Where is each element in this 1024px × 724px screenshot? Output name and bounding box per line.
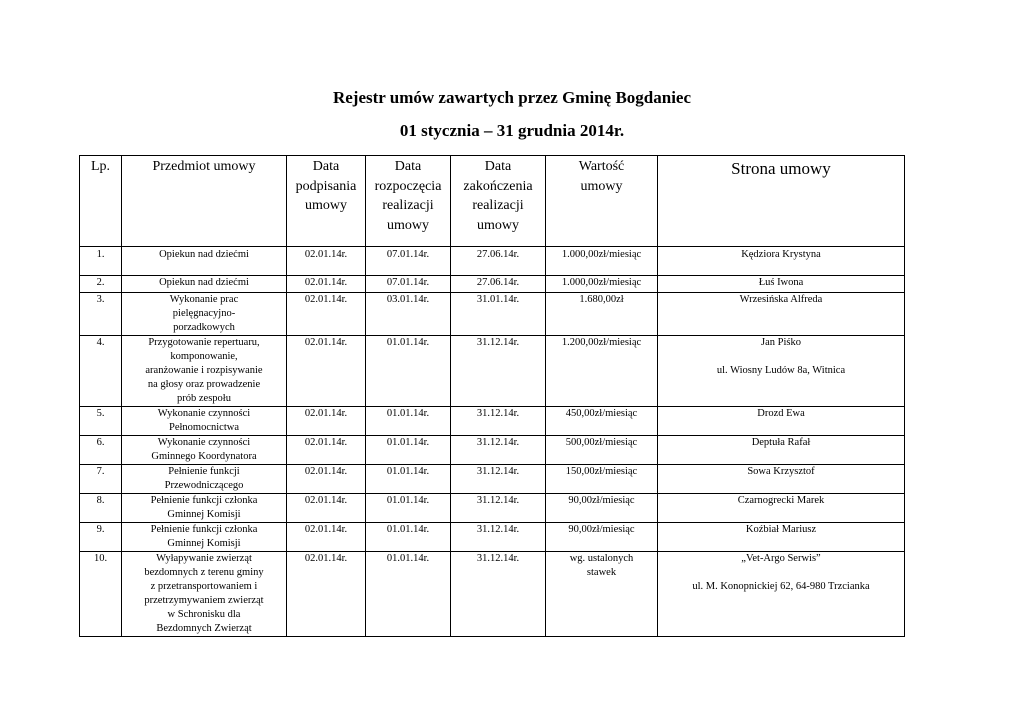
cell-data-rozpoczecia: 01.01.14r.	[366, 523, 451, 552]
cell-line: komponowanie,	[170, 351, 238, 362]
cell-data-zakonczenia: 31.12.14r.	[451, 494, 546, 523]
header-lp	[80, 156, 122, 247]
cell-data-zakonczenia: 27.06.14r.	[451, 276, 546, 293]
cell-line: Bezdomnych Zwierząt	[156, 623, 252, 634]
cell-line: 90,00zł/miesiąc	[568, 495, 635, 506]
cell-strona	[658, 336, 905, 407]
line-gap	[660, 566, 902, 580]
cell-line: wg. ustalonych	[569, 553, 634, 564]
cell-strona	[658, 247, 905, 276]
cell-lp: 5.	[80, 407, 122, 436]
cell-line: 1.680,00zł	[579, 294, 624, 305]
header-wartosc	[546, 156, 658, 247]
cell-data-rozpoczecia: 01.01.14r.	[366, 552, 451, 637]
cell-data-zakonczenia: 31.12.14r.	[451, 552, 546, 637]
cell-line: Wykonanie czynności	[157, 408, 251, 419]
cell-data-zakonczenia: 31.12.14r.	[451, 465, 546, 494]
cell-strona	[658, 465, 905, 494]
cell-data-rozpoczecia: 03.01.14r.	[366, 293, 451, 336]
cell-strona	[658, 523, 905, 552]
table-row	[80, 407, 905, 436]
cell-line: Wrzesińska Alfreda	[739, 294, 823, 305]
line-gap	[660, 350, 902, 364]
cell-wartosc	[546, 552, 658, 637]
cell-strona	[658, 436, 905, 465]
cell-line: w Schronisku dla	[167, 609, 241, 620]
header-data-podpisania	[287, 156, 366, 247]
cell-line: na głosy oraz prowadzenie	[147, 379, 261, 390]
cell-line: Pełnienie funkcji	[168, 466, 240, 477]
cell-data-rozpoczecia: 07.01.14r.	[366, 276, 451, 293]
table-row	[80, 293, 905, 336]
header-line: Data	[312, 159, 340, 174]
cell-line: 1.000,00zł/miesiąc	[561, 249, 642, 260]
cell-lp: 8.	[80, 494, 122, 523]
cell-strona	[658, 276, 905, 293]
contracts-table	[79, 155, 905, 637]
cell-line: Przewodniczącego	[164, 480, 244, 491]
cell-strona	[658, 552, 905, 637]
cell-wartosc	[546, 523, 658, 552]
cell-data-podpisania: 02.01.14r.	[287, 494, 366, 523]
cell-line: 450,00zł/miesiąc	[565, 408, 638, 419]
cell-wartosc	[546, 247, 658, 276]
cell-lp: 6.	[80, 436, 122, 465]
table-row	[80, 436, 905, 465]
header-line: Wartość	[578, 159, 625, 174]
header-line: Lp.	[90, 159, 111, 174]
cell-line: Kędziora Krystyna	[741, 249, 821, 260]
header-strona	[658, 156, 905, 247]
cell-line: 500,00zł/miesiąc	[565, 437, 638, 448]
header-line: rozpoczęcia	[374, 178, 442, 194]
cell-lp: 10.	[80, 552, 122, 637]
cell-line: Drozd Ewa	[757, 408, 805, 419]
cell-przedmiot	[122, 407, 287, 436]
cell-line: Wykonanie prac	[169, 294, 239, 305]
header-line: umowy	[387, 217, 429, 233]
cell-lp: 3.	[80, 293, 122, 336]
table-header-row	[80, 156, 905, 247]
table-row	[80, 465, 905, 494]
header-line: Data	[394, 159, 422, 174]
header-line: umowy	[305, 198, 347, 213]
cell-line: Czarnogrecki Marek	[737, 495, 825, 506]
cell-lp: 9.	[80, 523, 122, 552]
cell-data-podpisania: 02.01.14r.	[287, 552, 366, 637]
cell-line: porzadkowych	[173, 322, 235, 333]
header-line: podpisania	[295, 178, 357, 194]
cell-data-zakonczenia: 27.06.14r.	[451, 247, 546, 276]
document-subtitle: 01 stycznia – 31 grudnia 2014r.	[399, 121, 625, 140]
cell-wartosc	[546, 336, 658, 407]
cell-line: Wyłapywanie zwierząt	[156, 553, 252, 564]
cell-wartosc	[546, 436, 658, 465]
cell-line: przetrzymywaniem zwierząt	[144, 595, 264, 606]
table-body	[80, 247, 905, 637]
cell-line: Sowa Krzysztof	[747, 466, 815, 477]
table-row	[80, 247, 905, 276]
cell-data-rozpoczecia: 01.01.14r.	[366, 494, 451, 523]
header-line: Data	[484, 159, 512, 174]
cell-line: Gminnego Koordynatora	[151, 451, 257, 462]
header-line: Przedmiot umowy	[152, 159, 256, 174]
table-row	[80, 336, 905, 407]
cell-line: stawek	[586, 567, 617, 578]
cell-data-podpisania: 02.01.14r.	[287, 436, 366, 465]
cell-line: bezdomnych z terenu gminy	[144, 567, 264, 578]
cell-line: „Vet-Argo Serwis”	[741, 553, 821, 564]
cell-przedmiot	[122, 293, 287, 336]
cell-line: 90,00zł/miesiąc	[568, 524, 635, 535]
cell-wartosc	[546, 465, 658, 494]
table-row	[80, 523, 905, 552]
cell-data-zakonczenia: 31.12.14r.	[451, 407, 546, 436]
table-row	[80, 552, 905, 637]
cell-line: Wykonanie czynności	[157, 437, 251, 448]
cell-line: Pełnomocnictwa	[169, 422, 239, 433]
cell-line: prób zespołu	[177, 393, 231, 404]
cell-przedmiot	[122, 276, 287, 293]
cell-line: Opiekun nad dziećmi	[159, 249, 249, 260]
cell-line: Pełnienie funkcji członka	[150, 495, 258, 506]
cell-przedmiot	[122, 552, 287, 637]
cell-line: 1.200,00zł/miesiąc	[561, 337, 642, 348]
cell-lp: 4.	[80, 336, 122, 407]
cell-strona	[658, 494, 905, 523]
cell-przedmiot	[122, 465, 287, 494]
cell-line: pielęgnacyjno-	[172, 308, 236, 319]
cell-przedmiot	[122, 336, 287, 407]
cell-line: Pełnienie funkcji członka	[150, 524, 258, 535]
cell-data-podpisania: 02.01.14r.	[287, 465, 366, 494]
cell-strona	[658, 407, 905, 436]
cell-przedmiot	[122, 436, 287, 465]
cell-data-zakonczenia: 31.12.14r.	[451, 436, 546, 465]
cell-data-rozpoczecia: 07.01.14r.	[366, 247, 451, 276]
cell-data-zakonczenia: 31.01.14r.	[451, 293, 546, 336]
cell-przedmiot	[122, 523, 287, 552]
cell-data-podpisania: 02.01.14r.	[287, 276, 366, 293]
cell-data-podpisania: 02.01.14r.	[287, 293, 366, 336]
cell-line: Jan Piśko	[761, 337, 801, 348]
cell-data-podpisania: 02.01.14r.	[287, 336, 366, 407]
cell-line: ul. Wiosny Ludów 8a, Witnica	[716, 365, 846, 376]
cell-wartosc	[546, 293, 658, 336]
cell-line: Przygotowanie repertuaru,	[148, 337, 260, 348]
header-data-zakonczenia	[451, 156, 546, 247]
header-line: Strona umowy	[731, 159, 831, 178]
cell-line: Deptuła Rafał	[751, 437, 811, 448]
cell-data-podpisania: 02.01.14r.	[287, 523, 366, 552]
header-line: umowy	[477, 217, 519, 233]
cell-wartosc	[546, 494, 658, 523]
document-title: Rejestr umów zawartych przez Gminę Bogdaniec	[332, 88, 692, 107]
cell-data-zakonczenia: 31.12.14r.	[451, 336, 546, 407]
cell-wartosc	[546, 276, 658, 293]
cell-lp: 1.	[80, 247, 122, 276]
table-row	[80, 276, 905, 293]
cell-line: 1.000,00zł/miesiąc	[561, 277, 642, 288]
cell-przedmiot	[122, 494, 287, 523]
cell-data-rozpoczecia: 01.01.14r.	[366, 407, 451, 436]
cell-data-rozpoczecia: 01.01.14r.	[366, 436, 451, 465]
table-row	[80, 494, 905, 523]
cell-line: Gminnej Komisji	[167, 509, 241, 520]
cell-wartosc	[546, 407, 658, 436]
header-line: zakończenia	[463, 178, 533, 194]
cell-data-podpisania: 02.01.14r.	[287, 407, 366, 436]
cell-strona	[658, 293, 905, 336]
header-line: umowy	[580, 178, 623, 194]
header-przedmiot	[122, 156, 287, 247]
cell-lp: 2.	[80, 276, 122, 293]
cell-line: aranżowanie i rozpisywanie	[145, 365, 263, 376]
header-line: realizacji	[472, 198, 524, 213]
cell-line: Gminnej Komisji	[167, 538, 241, 549]
header-line: realizacji	[382, 198, 434, 213]
cell-data-zakonczenia: 31.12.14r.	[451, 523, 546, 552]
cell-lp: 7.	[80, 465, 122, 494]
cell-line: Opiekun nad dziećmi	[159, 277, 249, 288]
cell-data-rozpoczecia: 01.01.14r.	[366, 336, 451, 407]
cell-line: Koźbiał Mariusz	[745, 524, 817, 535]
cell-line: 150,00zł/miesiąc	[565, 466, 638, 477]
cell-line: Łuś Iwona	[758, 277, 804, 288]
cell-data-podpisania: 02.01.14r.	[287, 247, 366, 276]
cell-przedmiot	[122, 247, 287, 276]
cell-line: ul. M. Konopnickiej 62, 64-980 Trzcianka	[692, 581, 870, 592]
cell-data-rozpoczecia: 01.01.14r.	[366, 465, 451, 494]
header-data-rozpoczecia	[366, 156, 451, 247]
cell-line: z przetransportowaniem i	[150, 581, 258, 592]
